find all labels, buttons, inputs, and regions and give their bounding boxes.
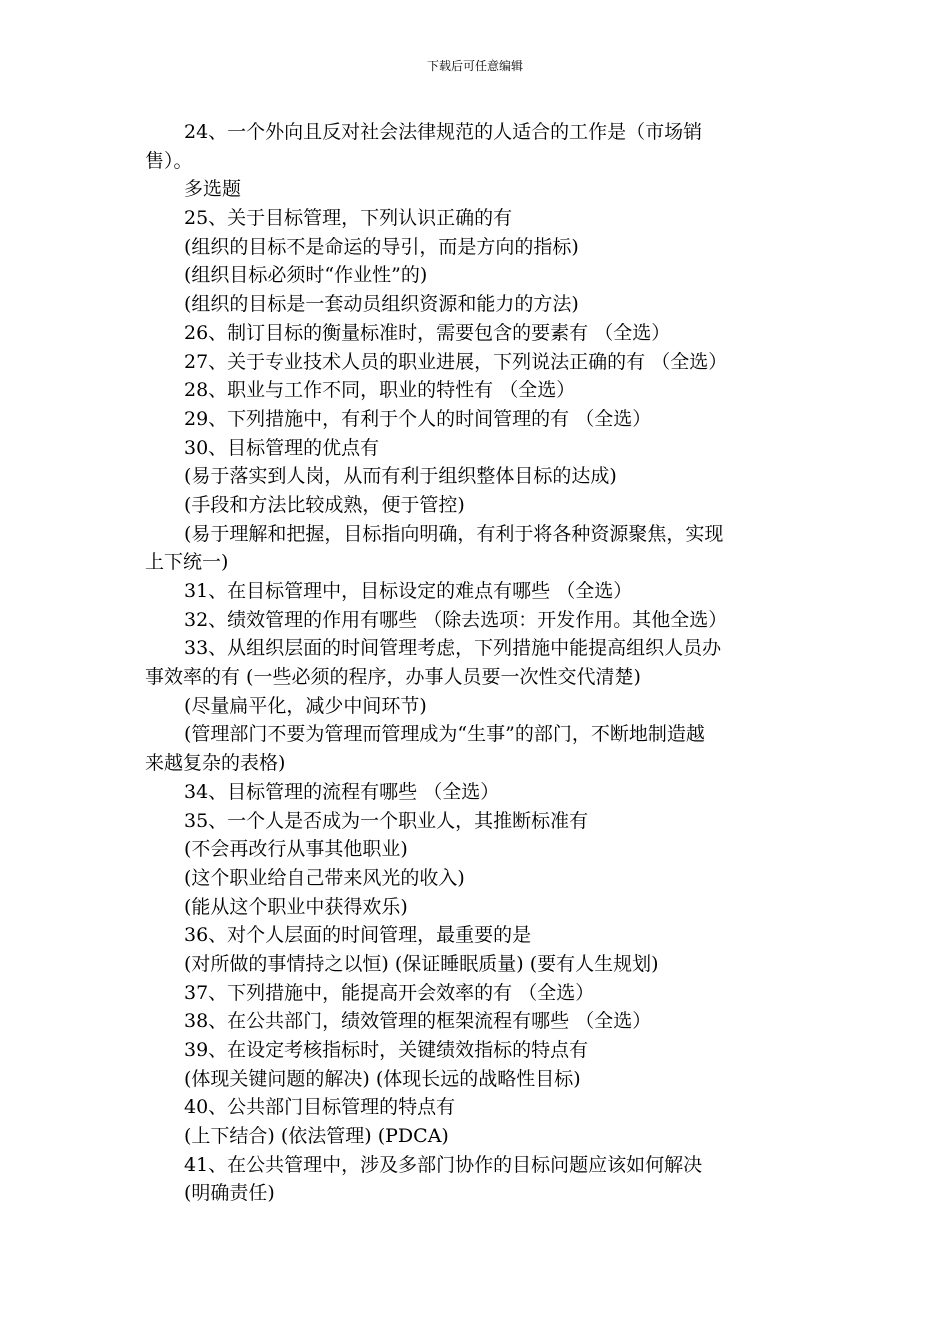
text-line: 26、制订目标的衡量标准时，需要包含的要素有 （全选） [184, 321, 671, 344]
text-line: 29、下列措施中，有利于个人的时间管理的有 （全选） [184, 407, 652, 430]
text-line: 来越复杂的表格) [145, 752, 286, 775]
text-line: (体现关键问题的解决) (体现长远的战略性目标) [184, 1067, 581, 1090]
text-line: 37、下列措施中，能提高开会效率的有 （全选） [184, 981, 595, 1004]
text-line: (不会再改行从事其他职业) [184, 838, 408, 861]
text-line: 39、在设定考核指标时，关键绩效指标的特点有 [184, 1039, 589, 1061]
text-line: 27、关于专业技术人员的职业进展，下列说法正确的有 （全选） [184, 350, 728, 373]
text-line: (明确责任) [184, 1182, 275, 1205]
text-line: (这个职业给自己带来风光的收入) [184, 866, 465, 889]
text-line: 上下统一) [145, 551, 229, 574]
text-line: (组织的目标是一套动员组织资源和能力的方法) [184, 293, 579, 316]
text-line: 41、在公共管理中，涉及多部门协作的目标问题应该如何解决 [184, 1153, 703, 1176]
text-line: 35、一个人是否成为一个职业人，其推断标准有 [184, 809, 589, 832]
text-line: (组织目标必须时“作业性”的) [184, 264, 428, 287]
document-body [145, 118, 801, 1208]
text-line: 多选题 [184, 178, 242, 201]
text-line: 34、目标管理的流程有哪些 （全选） [184, 780, 500, 803]
page-header: 下载后可任意编辑 [426, 59, 523, 73]
text-line: (能从这个职业中获得欢乐) [184, 895, 408, 918]
text-line: 售）。 [145, 149, 193, 172]
text-line: 33、从组织层面的时间管理考虑，下列措施中能提高组织人员办 [184, 637, 722, 660]
text-line: 32、绩效管理的作用有哪些 （除去选项：开发作用。其他全选） [184, 608, 728, 631]
text-line: 40、公共部门目标管理的特点有 [184, 1096, 456, 1119]
text-line: (上下结合) (依法管理) (PDCA) [184, 1125, 449, 1148]
text-line: 30、目标管理的优点有 [184, 436, 380, 459]
text-line: 38、在公共部门，绩效管理的框架流程有哪些 （全选） [184, 1010, 652, 1033]
text-line: (易于落实到人岗，从而有利于组织整体目标的达成) [184, 465, 617, 488]
text-line: 25、关于目标管理，下列认识正确的有 [184, 207, 513, 230]
text-line: (组织的目标不是命运的导引，而是方向的指标) [184, 235, 579, 258]
text-line: (管理部门不要为管理而管理成为“生事”的部门，不断地制造越 [184, 723, 705, 746]
text-line: 28、职业与工作不同，职业的特性有 （全选） [184, 379, 576, 402]
text-line: (尽量扁平化，减少中间环节) [184, 694, 427, 717]
text-line: 31、在目标管理中，目标设定的难点有哪些 （全选） [184, 580, 633, 602]
text-line: (对所做的事情持之以恒) (保证睡眠质量) (要有人生规划) [184, 952, 659, 975]
text-line: 事效率的有 (一些必须的程序，办事人员要一次性交代清楚) [145, 666, 641, 689]
text-line: (手段和方法比较成熟，便于管控) [184, 493, 465, 516]
text-line: (易于理解和把握，目标指向明确，有利于将各种资源聚焦，实现 [184, 522, 724, 545]
text-line: 36、对个人层面的时间管理，最重要的是 [184, 924, 532, 947]
text-line: 24、一个外向且反对社会法律规范的人适合的工作是（市场销 [184, 121, 703, 143]
